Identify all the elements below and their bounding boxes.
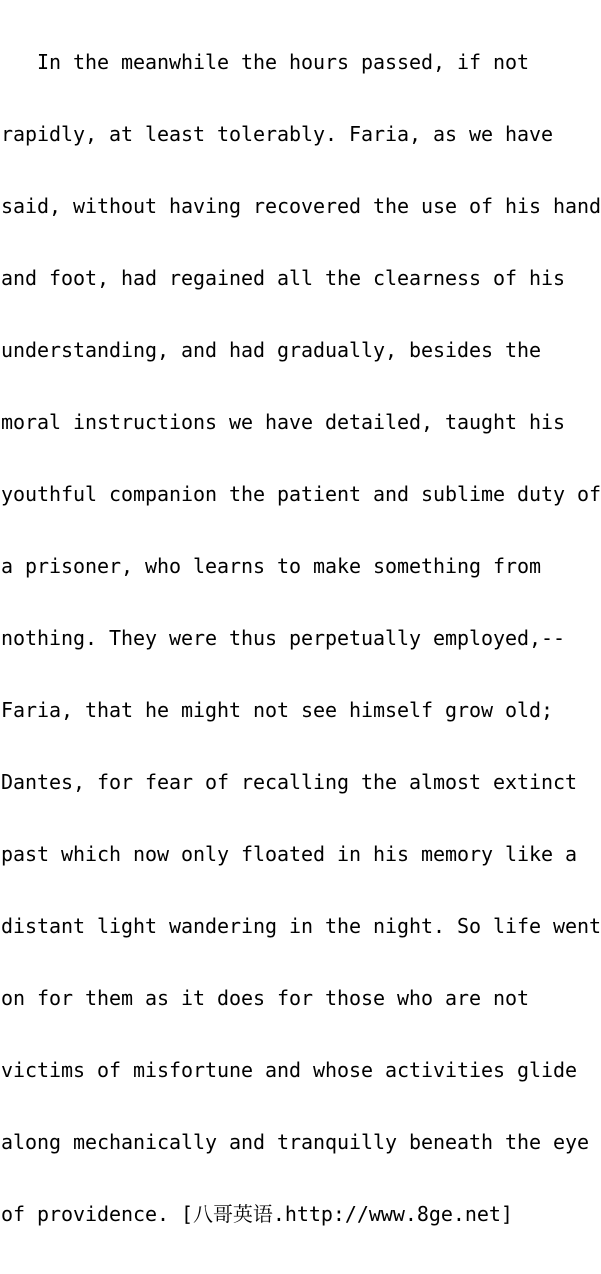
text-line: moral instructions we have detailed, taught his bbox=[1, 410, 566, 434]
text-line: understanding, and had gradually, besides the bbox=[1, 338, 542, 362]
text-line: a prisoner, who learns to make something from bbox=[1, 554, 542, 578]
text-line: said, without having recovered the use of his hand bbox=[1, 194, 601, 218]
body-text bbox=[1, 2, 601, 1274]
text-line: victims of misfortune and whose activities glide bbox=[1, 1058, 578, 1082]
text-line: of providence. [八哥英语.http://www.8ge.net] bbox=[1, 1202, 513, 1226]
text-line: nothing. They were thus perpetually employed,-- bbox=[1, 626, 566, 650]
text-line: past which now only floated in his memory like a bbox=[1, 842, 578, 866]
text-line: distant light wandering in the night. So life went bbox=[1, 914, 601, 938]
text-line: on for them as it does for those who are not bbox=[1, 986, 530, 1010]
text-line: along mechanically and tranquilly beneath the eye bbox=[1, 1130, 590, 1154]
text-line: and foot, had regained all the clearness of his bbox=[1, 266, 566, 290]
text-line: In the meanwhile the hours passed, if not bbox=[1, 50, 530, 74]
text-line: rapidly, at least tolerably. Faria, as we have bbox=[1, 122, 554, 146]
text-line: youthful companion the patient and sublime duty of bbox=[1, 482, 601, 506]
text-line: Dantes, for fear of recalling the almost extinct bbox=[1, 770, 578, 794]
text-line: Faria, that he might not see himself grow old; bbox=[1, 698, 554, 722]
